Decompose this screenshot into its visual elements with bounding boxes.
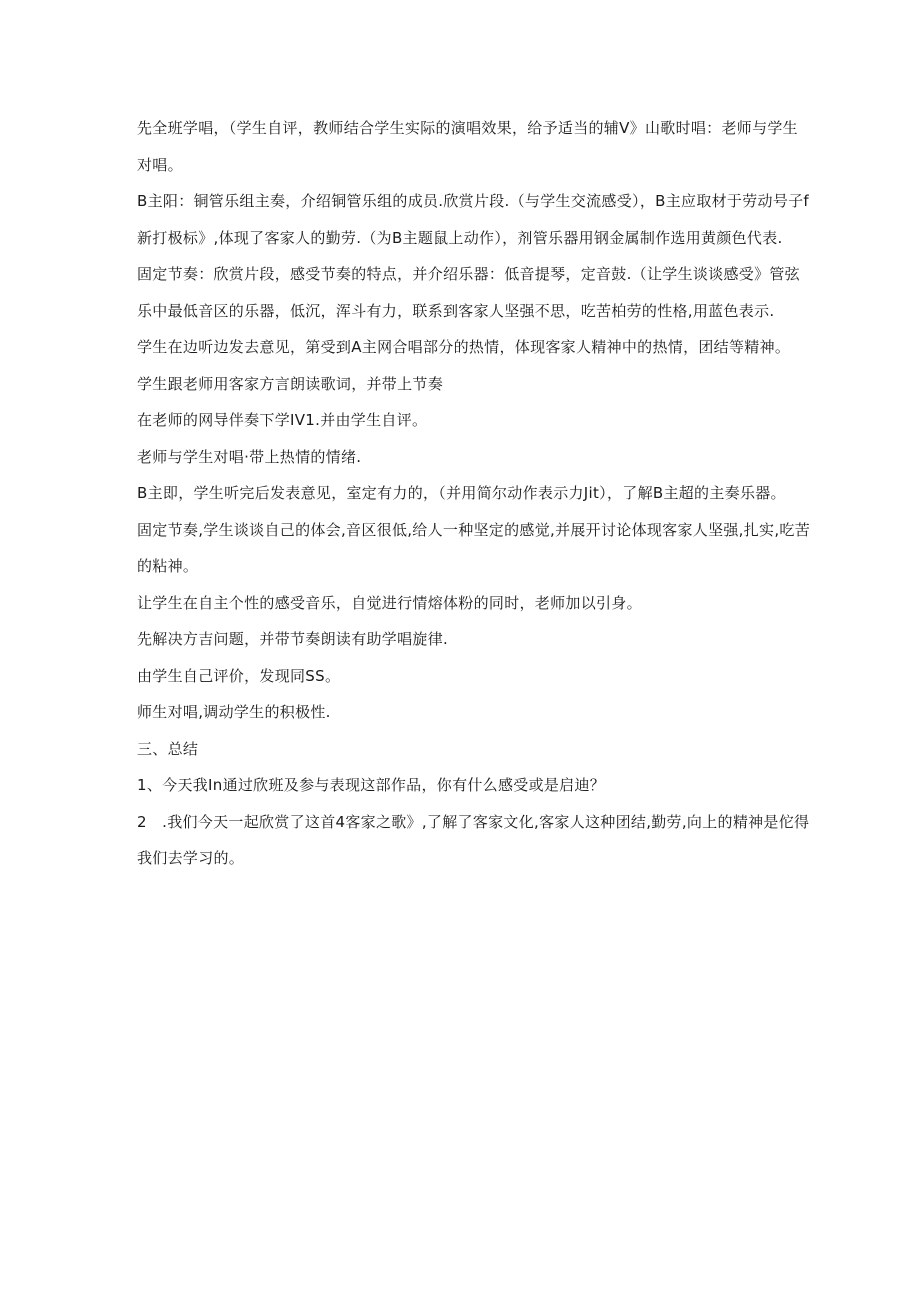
paragraph-teacher-student-duet: 师生对唱,调动学生的积极性. [137,703,331,721]
paragraph-fixed-rhythm-instruments: 固定节奏：欣赏片段，感受节奏的特点，并介绍乐器：低音提琴，定音鼓.（让学生谈谈感受》管弦乐中最低音区的乐器，低沉，浑斗有力，联系到客家人坚强不思，吃苦柏劳的性格,用蓝色表示. [137,265,800,320]
section-heading-summary: 三、总结 [137,739,199,758]
paragraph-theme-b-brass: B主阳：铜管乐组主奏，介绍铜管乐组的成员.欣赏片段.（与学生交流感受），B主应取材于劳动号子f新打极标》,体现了客家人的勤劳.（为B主题鼠上动作），剂管乐器用钢金属制作选用黄颜色代表. [137,192,810,247]
paragraph-theme-a-chorus: 学生在边听边发去意见，第受到A主网合唱部分的热情，体现客家人精神中的热情，团结等精神。 [137,338,791,356]
paragraph-accompanied-singing: 在老师的网导伴奏下学IV1.并由学生自评。 [137,411,428,429]
paragraph-review-singing: 先全班学唱，（学生自评，教师结合学生实际的演唱效果，给予适当的辅V》山歌时唱：老师与学生对唱。 [137,119,798,174]
paragraph-theme-b-listening: B主即，学生听完后发表意见，室定有力的，（并用简尔动作表示力Jit），了解B主超的主奏乐器。 [137,484,786,502]
document-body [137,110,812,877]
paragraph-duet-singing: 老师与学生对唱·带上热情的情绪. [137,447,362,466]
paragraph-independent-feeling: 让学生在自主个性的感受音乐，自觉进行情熔体粉的同时，老师加以引身。 [137,593,642,612]
summary-item-1: 1、今天我In通过欣班及参与表现这部作品，你有什么感受或是启迪？ [137,776,606,794]
paragraph-dialect-problem: 先解决方吉问题，并带节奏朗读有助学唱旋律. [137,630,449,648]
paragraph-fixed-rhythm-discussion: 固定节奏,学生谈谈自己的体会,音区很低,给人一种坚定的感觉,并展开讨论体现客家人坚强,扎实,吃苦的粘神。 [137,520,811,575]
paragraph-dialect-reading: 学生跟老师用客家方言朗读歌词，并带上节奏 [137,374,444,393]
summary-item-2: 2 .我们今天一起欣赏了这首4客家之歌》,了解了客家文化,客家人这种团结,勤劳,向上的精神是佗得我们去学习的。 [137,812,810,867]
paragraph-self-evaluation: 由学生自己评价，发现同SS。 [137,666,341,685]
